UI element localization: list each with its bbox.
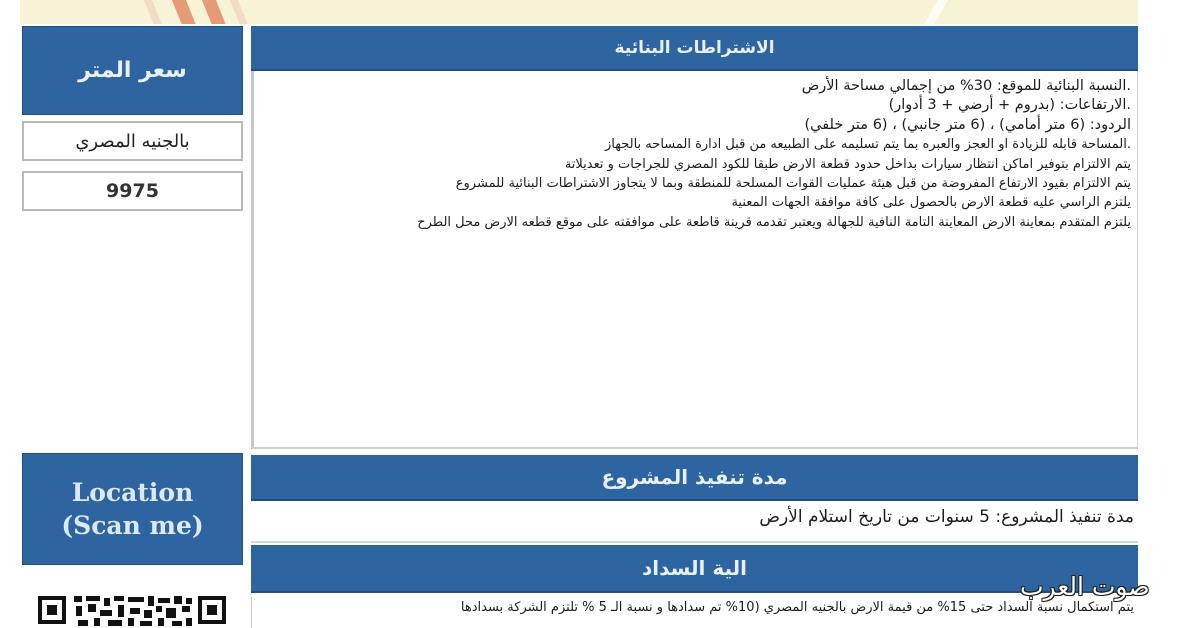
condition-line: .النسبة البنائية للموقع: 30% من إجمالي مساحة الأرض: [801, 78, 1131, 94]
payment-mechanism-header: [251, 545, 1138, 593]
condition-line: يتم الالتزام بتوفير اماكن انتظار سيارات بداخل حدود قطعة الارض طبقا للكود المصري للجراجات و تعديلاتة: [564, 156, 1131, 172]
project-duration-header: [251, 455, 1138, 501]
banner-stripe-decoration: [226, 0, 254, 24]
location-header: [22, 453, 243, 565]
price-value-box: [22, 171, 243, 211]
condition-line: الردود: (6 متر أمامي) ، (6 متر جانبي) ، (6 متر خلفي): [804, 116, 1131, 133]
qr-finder-pattern: [198, 596, 226, 624]
currency-label: بالجنيه المصري: [75, 130, 190, 152]
qr-finder-pattern: [38, 596, 66, 624]
condition-line: .الارتفاعات: (بدروم + أرضي + 3 أدوار): [888, 97, 1131, 114]
project-duration-title: مدة تنفيذ المشروع: [601, 465, 788, 489]
payment-mechanism-text: يتم استكمال نسبة السداد حتى 15% من قيمة الارض بالجنيه المصري (10% تم سدادها و نسبة الـ 5 % تلتزم الشركة بسدادها: [460, 600, 1134, 615]
price-per-meter-label: سعر المتر: [78, 58, 187, 83]
location-qr-code[interactable]: [38, 594, 228, 628]
building-conditions-header: [251, 26, 1138, 71]
banner-stripe-decoration: [198, 0, 232, 24]
banner-stripe-decoration: [168, 0, 202, 24]
price-per-meter-header: [22, 26, 243, 115]
building-conditions-title: الاشتراطات البنائية: [614, 37, 775, 58]
project-duration-body: [251, 501, 1138, 543]
location-title: Location: [71, 478, 194, 507]
condition-line: يلتزم المتقدم بمعاينة الارض المعاينة التامة النافية للجهالة ويعتبر تقدمه قرينة قاطعة على موافقته على موقع قطعه الارض محل الطرح: [417, 214, 1131, 230]
payment-mechanism-title: الية السداد: [641, 556, 747, 580]
condition-line: يتم الالتزام بقيود الارتفاع المفروضة من قبل هيئة عمليات القوات المسلحة للمنطقة وبما لا يتجاوز الاشتراطات البنائية للمشروع: [455, 176, 1131, 192]
site-watermark-logo: صوت العرب: [1020, 572, 1150, 601]
location-scan-hint: (Scan me): [61, 511, 204, 540]
payment-mechanism-body: [251, 597, 1138, 628]
building-conditions-body: [251, 71, 1138, 449]
price-value: 9975: [106, 180, 159, 202]
top-banner-image: [20, 0, 1138, 24]
banner-stripe-decoration: [140, 0, 168, 24]
condition-line: يلتزم الراسي عليه قطعة الارض بالحصول على كافة موافقة الجهات المعنية: [731, 195, 1131, 211]
currency-box: [22, 121, 243, 161]
condition-line: .المساحة قابله للزيادة او العجز والعبره بما يتم تسليمه على الطبيعه من قبل ادارة المساحه بالجهاز: [605, 137, 1131, 153]
project-duration-text: مدة تنفيذ المشروع: 5 سنوات من تاريخ استلام الأرض: [759, 507, 1134, 527]
banner-light-streak: [918, 0, 951, 24]
